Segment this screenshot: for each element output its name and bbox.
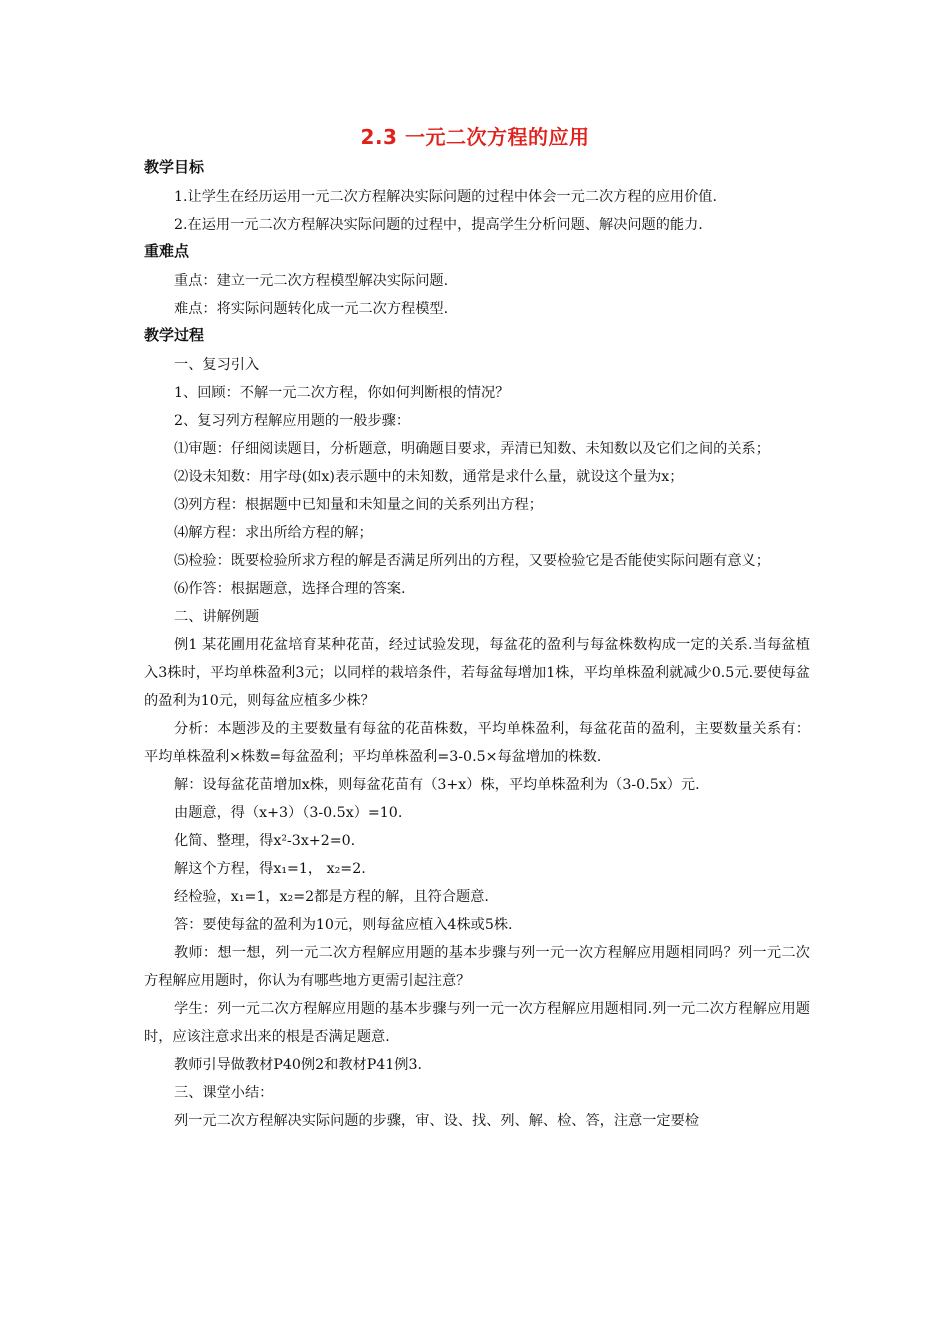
paragraph-step-6: ⑹作答：根据题意，选择合理的答案. <box>174 581 406 597</box>
section-heading-process: 教学过程 <box>144 326 205 344</box>
paragraph-part-1: 一、复习引入 <box>174 357 260 373</box>
paragraph-difficult-point: 难点：将实际问题转化成一元二次方程模型. <box>174 301 449 317</box>
paragraph-example-1: 例1 某花圃用花盆培育某种花苗，经过试验发现，每盆花的盈利与每盆株数构成一定的关系.当每盆植入3株时，平均单株盈利3元；以同样的栽培条件，若每盆每增加1株，平均单株盈利就减少0.5元.要使每盆的盈利为10元，则每盆应植多少株？ <box>144 637 810 709</box>
paragraph-question-2: 2、复习列方程解应用题的一般步骤： <box>174 413 411 429</box>
paragraph-part-3: 三、课堂小结： <box>174 1085 274 1101</box>
paragraph-student: 学生：列一元二次方程解应用题的基本步骤与列一元一次方程解应用题相同.列一元二次方程解应用题时，应该注意求出来的根是否满足题意. <box>144 1001 810 1045</box>
paragraph-step-3: ⑶列方程：根据题中已知量和未知量之间的关系列出方程； <box>174 497 543 513</box>
paragraph-key-point: 重点：建立一元二次方程模型解决实际问题. <box>174 273 449 289</box>
paragraph-solution-1: 解：设每盆花苗增加x株，则每盆花苗有（3+x）株，平均单株盈利为（3-0.5x）元. <box>174 777 700 793</box>
paragraph-part-2: 二、讲解例题 <box>174 609 260 625</box>
document-body <box>144 159 810 1135</box>
paragraph-guide: 教师引导做教材P40例2和教材P41例3. <box>174 1057 423 1073</box>
paragraph-question-1: 1、回顾：不解一元二次方程，你如何判断根的情况？ <box>174 385 510 401</box>
paragraph-solution-2: 由题意，得（x+3）（3-0.5x）=10. <box>174 805 403 821</box>
paragraph-step-4: ⑷解方程：求出所给方程的解； <box>174 525 373 541</box>
section-heading-goals: 教学目标 <box>144 158 205 176</box>
section-heading-key-points: 重难点 <box>144 242 190 260</box>
paragraph-solution-6: 答：要使每盆的盈利为10元，则每盆应植入4株或5株. <box>174 917 513 933</box>
paragraph-solution-5: 经检验，x₁=1，x₂=2都是方程的解，且符合题意. <box>174 889 489 905</box>
paragraph-step-5: ⑸检验：既要检验所求方程的解是否满足所列出的方程，又要检验它是否能使实际问题有意义； <box>174 553 770 569</box>
paragraph-teacher: 教师：想一想，列一元二次方程解应用题的基本步骤与列一元一次方程解应用题相同吗？列一元二次方程解应用题时，你认为有哪些地方更需引起注意？ <box>144 945 810 989</box>
paragraph-goal-1: 1.让学生在经历运用一元二次方程解决实际问题的过程中体会一元二次方程的应用价值. <box>174 189 717 205</box>
paragraph-step-2: ⑵设未知数：用字母(如x)表示题中的未知数，通常是求什么量，就设这个量为x； <box>174 469 684 485</box>
paragraph-summary: 列一元二次方程解决实际问题的步骤，审、设、找、列、解、检、答，注意一定要检 <box>174 1113 699 1129</box>
paragraph-solution-3: 化简、整理，得x²-3x+2=0. <box>174 833 356 849</box>
paragraph-goal-2: 2.在运用一元二次方程解决实际问题的过程中，提高学生分析问题、解决问题的能力. <box>174 217 703 233</box>
paragraph-step-1: ⑴审题：仔细阅读题目，分析题意，明确题目要求，弄清已知数、未知数以及它们之间的关系； <box>174 441 770 457</box>
paragraph-solution-4: 解这个方程，得x₁=1， x₂=2. <box>174 861 366 877</box>
paragraph-analysis: 分析：本题涉及的主要数量有每盆的花苗株数，平均单株盈利，每盆花苗的盈利，主要数量关系有：平均单株盈利×株数=每盆盈利；平均单株盈利=3-0.5×每盆增加的株数. <box>144 721 810 765</box>
document-title: 2.3 一元二次方程的应用 <box>360 125 590 149</box>
